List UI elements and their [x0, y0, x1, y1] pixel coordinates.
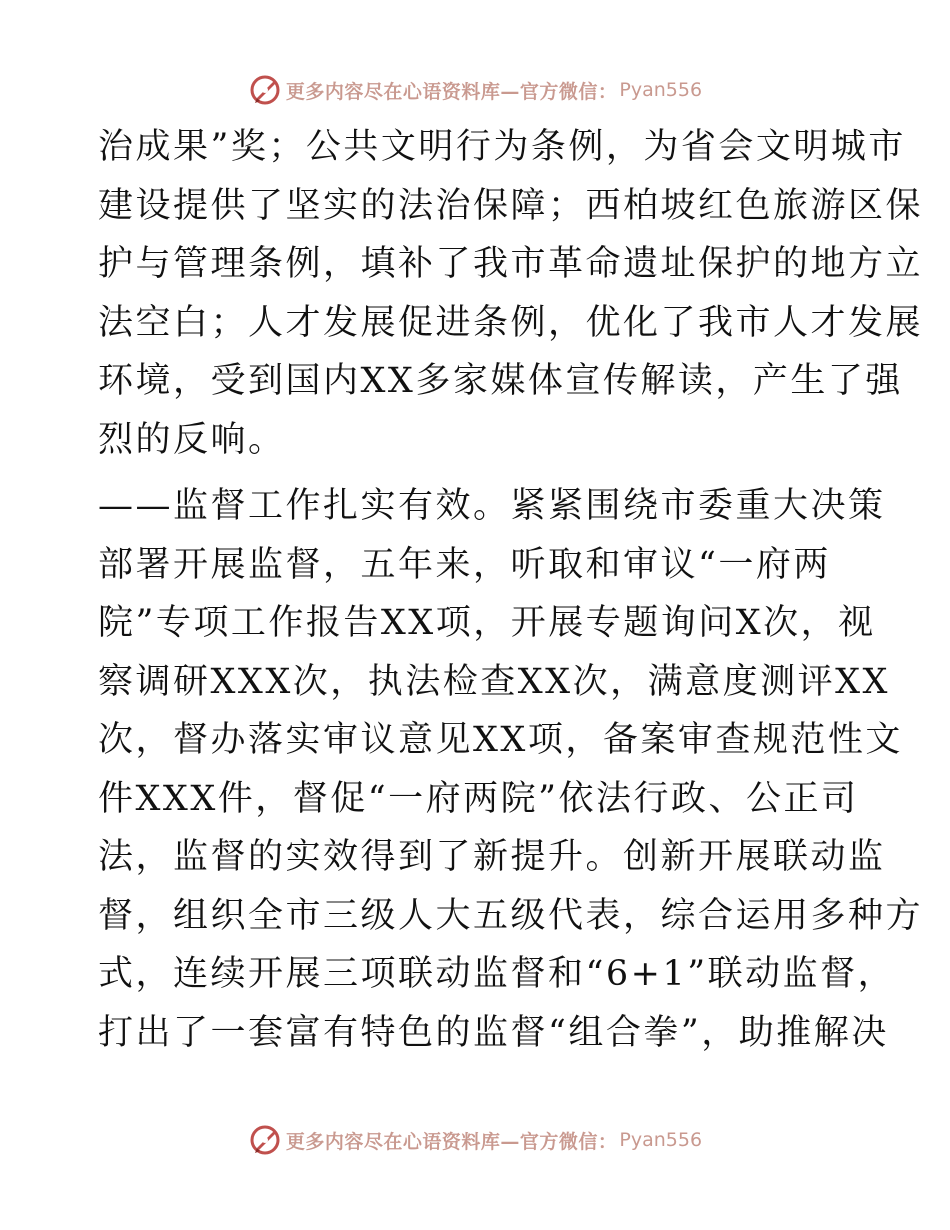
text-line: 察调研XXX次，执法检查XX次，满意度测评XX [98, 661, 890, 702]
text-line: 环境，受到国内XX多家媒体宣传解读，产生了强 [98, 361, 903, 401]
banner-brand-text: 更多内容尽在心语资料库—官方微信： [285, 80, 618, 103]
paragraph-gap [98, 469, 858, 477]
banner-wechat-handle: Pyan556 [619, 79, 703, 101]
paragraph-1 [98, 118, 924, 469]
text-line: 院”专项工作报告XX项，开展专题询问X次，视 [98, 603, 876, 643]
text-line: 烈的反响。 [98, 419, 286, 460]
text-line: 打出了一套富有特色的监督“组合拳”，助推解决 [98, 1012, 889, 1053]
text-line: 次，督办落实审议意见XX项，备案审查规范性文 [98, 720, 903, 760]
banner-brand-text: 更多内容尽在心语资料库—官方微信： [285, 1130, 618, 1153]
text-line: 件XXX件，督促“一府两院”依法行政、公正司 [98, 778, 859, 819]
text-line: 治成果”奖；公共文明行为条例，为省会文明城市 [98, 127, 906, 167]
text-line: 部署开展监督，五年来，听取和审议“一府两 [98, 544, 831, 585]
text-line: ——监督工作扎实有效。紧紧围绕市委重大决策 [98, 486, 886, 526]
header-banner [0, 70, 950, 110]
text-line: 法，监督的实效得到了新提升。创新开展联动监 [98, 837, 886, 877]
banner-wechat-handle: Pyan556 [619, 1129, 703, 1151]
text-line: 式，连续开展三项联动监督和“6+1”联动监督， [98, 954, 896, 994]
paragraph-2 [98, 477, 924, 1062]
document-body [98, 118, 924, 1062]
text-line: 督，组织全市三级人大五级代表，综合运用多种方 [98, 895, 924, 936]
quill-pen-logo-icon [248, 1123, 282, 1157]
text-line: 护与管理条例，填补了我市革命遗址保护的地方立 [98, 244, 924, 284]
text-line: 法空白；人才发展促进条例，优化了我市人才发展 [98, 302, 924, 343]
quill-pen-logo-icon [248, 73, 282, 107]
text-line: 建设提供了坚实的法治保障；西柏坡红色旅游区保 [98, 185, 924, 226]
footer-banner [0, 1120, 950, 1160]
